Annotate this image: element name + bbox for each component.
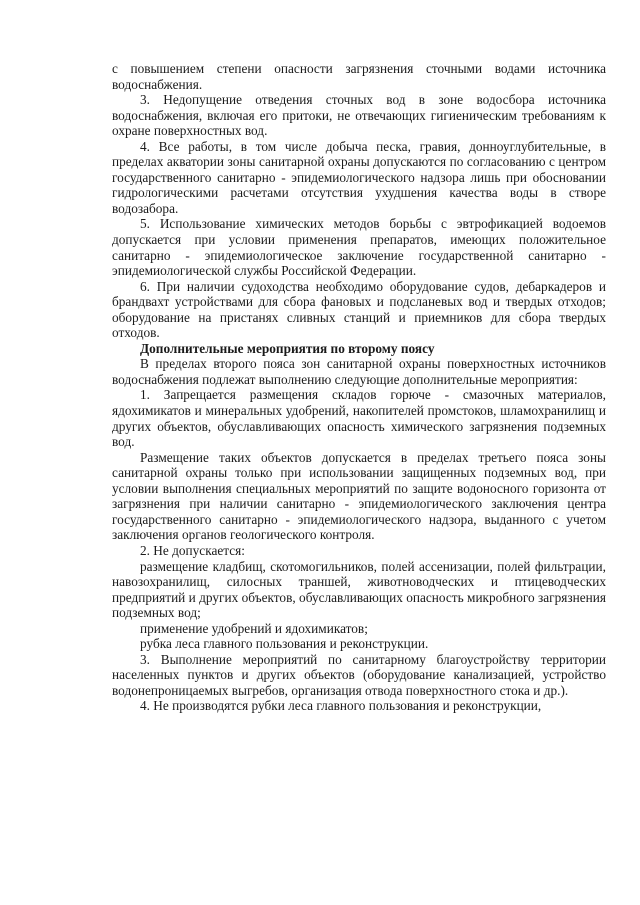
- paragraph-item-3: 3. Недопущение отведения сточных вод в зоне водосбора источника водоснабжения, включая его притоки, не отвечающих гигиеническим требованиям к охране поверхностных вод.: [112, 92, 606, 139]
- paragraph-item-1: 1. Запрещается размещения складов горюче - смазочных материалов, ядохимикатов и минеральных удобрений, накопителей промстоков, шламохранилищ и других объектов, обуславливающих опасность химического загрязнения подземных вод.: [112, 387, 606, 450]
- paragraph-placement: Размещение таких объектов допускается в пределах третьего пояса зоны санитарной охраны только при использовании защищенных подземных вод, при условии выполнения специальных мероприятий по защите водоносного горизонта от загрязнения при наличии санитарно - эпидемиологического заключения центра государственного санитарно - эпидемиологического надзора, выданного с учетом заключения органов геологического контроля.: [112, 449, 606, 543]
- paragraph-fertilizers: применение удобрений и ядохимикатов;: [140, 620, 368, 636]
- paragraph-item-5: 5. Использование химических методов борьбы с эвтрофикацией водоемов допускается при условии применения препаратов, имеющих положительное санитарно - эпидемиологическое заключение государственной санитарно - эпидемиологической службы Российской Федерации.: [112, 216, 606, 279]
- paragraph-item-2: 2. Не допускается:: [140, 542, 245, 558]
- paragraph-item-4: 4. Все работы, в том числе добыча песка, гравия, донноуглубительные, в пределах акватории зоны санитарной охраны допускаются по согласованию с центром государственного санитарно - эпидемиологического надзора лишь при обосновании гидрологическими расчетами отсутствия ухудшения качества воды в створе водозабора.: [112, 138, 606, 216]
- paragraph-prohibition-list: размещение кладбищ, скотомогильников, полей ассенизации, полей фильтрации, навозохранилищ, силосных траншей, животноводческих и птицеводческих предприятий и других объектов, обуславливающих опасность микробного загрязнения подземных вод;: [112, 558, 606, 621]
- paragraph-item-3-improvement: 3. Выполнение мероприятий по санитарному благоустройству территории населенных пунктов и других объектов (оборудование канализацией, устройство водонепроницаемых выгребов, организация отвода поверхностного стока и др.).: [112, 651, 606, 698]
- paragraph-item-6: 6. При наличии судоходства необходимо оборудование судов, дебаркадеров и брандвахт устройствами для сбора фановых и подсланевых вод и твердых отходов; оборудование на пристанях сливных станций и приемников для сбора твердых отходов.: [112, 278, 606, 341]
- paragraph-item-4-logging: 4. Не производятся рубки леса главного пользования и реконструкции,: [140, 698, 542, 714]
- paragraph-logging: рубка леса главного пользования и реконструкции.: [140, 636, 429, 652]
- section-heading: Дополнительные мероприятия по второму поясу: [140, 340, 435, 356]
- document-page: [112, 61, 606, 714]
- paragraph-continuation: с повышением степени опасности загрязнения сточными водами источника водоснабжения.: [112, 61, 606, 92]
- paragraph-intro: В пределах второго пояса зон санитарной охраны поверхностных источников водоснабжения подлежат выполнению следующие дополнительные мероприятия:: [112, 356, 606, 387]
